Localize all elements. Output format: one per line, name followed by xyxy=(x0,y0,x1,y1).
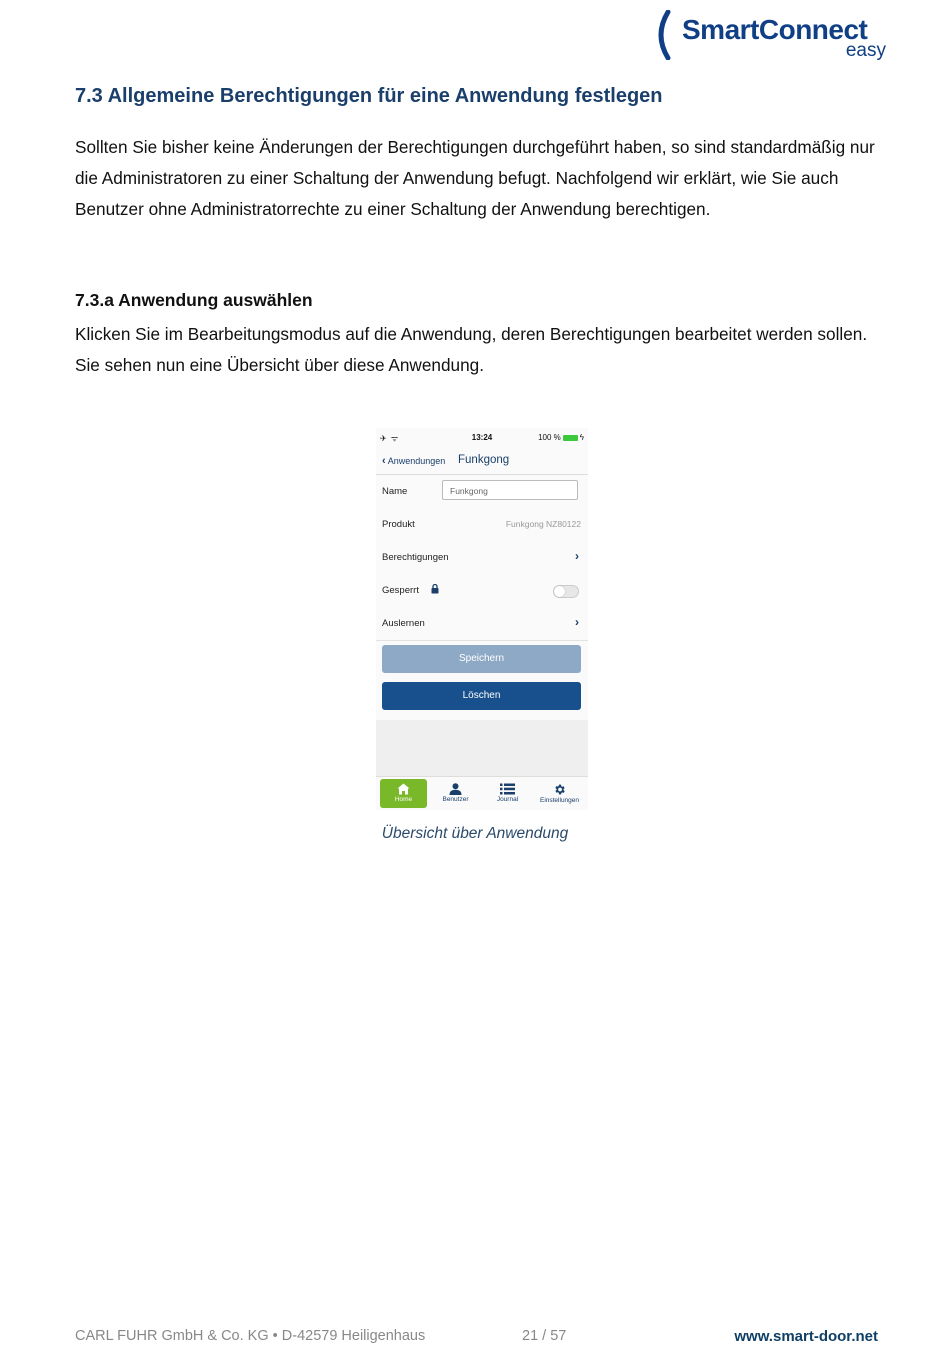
toggle-knob xyxy=(554,586,565,597)
footer-company: CARL FUHR GmbH & Co. KG • D-42579 Heiligenhaus xyxy=(75,1328,426,1344)
row-locked xyxy=(376,574,588,608)
unlearn-label: Auslernen xyxy=(382,618,425,629)
nav-title: Funkgong xyxy=(458,454,510,466)
subsection-paragraph: Klicken Sie im Bearbeitungsmodus auf die Anwendung, deren Berechtigungen bearbeitet werden sollen. Sie sehen nun eine Übersicht über diese Anwendung. xyxy=(75,324,868,375)
delete-button[interactable]: Löschen xyxy=(382,682,581,710)
tab-users[interactable] xyxy=(432,779,479,808)
name-label: Name xyxy=(382,486,408,497)
lock-icon xyxy=(431,584,439,594)
product-label: Produkt xyxy=(382,519,415,530)
row-product xyxy=(376,508,588,542)
logo-brand: SmartConnect xyxy=(682,14,868,45)
tab-settings-label: Einstellungen xyxy=(539,797,580,804)
battery-icon xyxy=(563,435,578,441)
chevron-left-icon: ‹ xyxy=(382,455,386,467)
locked-toggle[interactable] xyxy=(553,585,579,598)
name-input[interactable]: Funkgong xyxy=(442,480,578,500)
tab-bar xyxy=(376,776,588,810)
logo-sub: easy xyxy=(845,40,886,61)
figure-caption: Übersicht über Anwendung xyxy=(381,825,569,842)
chevron-right-icon: › xyxy=(575,615,579,629)
footer-website[interactable]: www.smart-door.net xyxy=(734,1328,878,1345)
subsection-title: 7.3.a Anwendung auswählen xyxy=(75,290,313,310)
row-permissions[interactable] xyxy=(376,541,588,575)
tab-journal[interactable] xyxy=(484,779,531,808)
list-icon xyxy=(500,783,515,795)
tab-users-label: Benutzer xyxy=(442,796,469,803)
gear-icon xyxy=(553,783,566,796)
nav-bar xyxy=(376,450,588,475)
section-title: 7.3 Allgemeine Berechtigungen für eine Anwendung festlegen xyxy=(75,85,663,107)
airplane-wifi-icon: ✈ ᯤ xyxy=(380,434,400,443)
home-icon xyxy=(397,783,410,795)
tab-home-label: Home xyxy=(394,796,413,803)
status-time: 13:24 xyxy=(471,433,493,442)
back-label: Anwendungen xyxy=(387,456,446,466)
status-bar xyxy=(376,428,588,450)
battery-percent: 100 % xyxy=(538,433,561,442)
intro-paragraph: Sollten Sie bisher keine Änderungen der Berechtigungen durchgeführt haben, so sind standardmäßig nur die Administratoren zu einer Schaltung der Anwendung befugt. Nachfolgend wir erklärt, wie Sie auch Benutzer ohne Administratorrechte zu einer Schaltung der Anwendung berechtigen. xyxy=(75,137,875,219)
tab-journal-label: Journal xyxy=(496,796,519,803)
permissions-label: Berechtigungen xyxy=(382,552,449,563)
save-button[interactable]: Speichern xyxy=(382,645,581,673)
row-name xyxy=(376,475,588,509)
row-unlearn[interactable] xyxy=(376,607,588,641)
tab-settings[interactable] xyxy=(536,779,583,808)
tab-home[interactable] xyxy=(380,779,427,808)
empty-area xyxy=(376,720,588,776)
back-button[interactable] xyxy=(382,455,445,467)
locked-label: Gesperrt xyxy=(382,585,419,596)
smartconnect-logo xyxy=(652,8,892,64)
user-icon xyxy=(449,783,462,795)
chevron-right-icon: › xyxy=(575,549,579,563)
footer-page-number: 21 / 57 xyxy=(522,1328,567,1344)
app-screenshot xyxy=(376,428,588,810)
logo-bracket-icon xyxy=(652,10,672,60)
charging-icon: ϟ xyxy=(579,433,584,442)
product-value: Funkgong NZ80122 xyxy=(505,519,581,529)
